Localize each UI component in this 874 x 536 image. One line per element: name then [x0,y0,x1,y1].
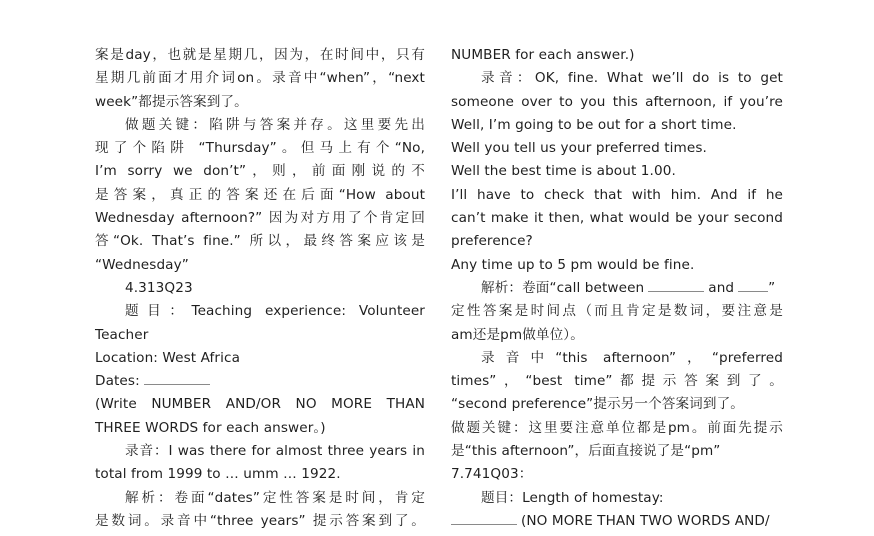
text-line: 做题关键：陷阱与答案并存。这里要先出 [125,116,425,133]
text-line: 录音：OK, fine. What we’ll do is to get [481,70,783,87]
and-word: and [708,279,735,296]
answer-blank [144,370,210,385]
text-line: 做题关键：这里要注意单位都是pm。前面先提示 [451,419,783,436]
text-line: Well the best time is about 1.00. [451,163,676,180]
instruction-text: (NO MORE THAN TWO WORDS AND/ [521,512,770,529]
text-line: 星期几前面才用介词on。录音中“when”，“next [95,70,425,87]
text-line: 录音：I was there for almost three years in [125,443,425,460]
left-column [95,44,425,533]
dates-label: Dates: [95,373,140,390]
text-line: can’t make it then, what would be your second [451,210,783,227]
analysis-prefix: 解析：卷面“call between [481,279,645,296]
text-line: (Write NUMBER AND/OR NO MORE THAN [95,396,425,413]
text-line: Well, I’m going to be out for a short time. [451,116,737,133]
text-line: 题目：Teaching experience: Volunteer [125,303,425,320]
text-line: I’m sorry we don’t”，则，前面刚说的不 [95,163,425,180]
answer-blank [648,277,704,292]
text-line: 是答案，真正的答案还在后面“How about [95,186,425,203]
text-line: “Wednesday” [95,256,189,273]
text-line: preference? [451,233,533,250]
text-line: 是数词。录音中“three years” 提示答案到了。 [95,512,425,529]
right-column [451,44,783,533]
text-line: week”都提示答案到了。 [95,93,248,110]
text-line: Well you tell us your preferred times. [451,140,707,157]
text-line: 是“this afternoon”，后面直接说了是“pm” [451,443,721,460]
text-line: 录音中“this afternoon”，“preferred [481,349,783,366]
text-line: “second preference”提示另一个答案词到了。 [451,396,744,413]
text-line: Teacher [95,326,149,343]
question-number: 7.741Q03： [451,466,533,483]
text-line: Wednesday afternoon?” 因为对方用了个肯定回 [95,210,425,227]
answer-blank [451,510,517,525]
text-line: Location: West Africa [95,349,241,366]
text-line: 题目：Length of homestay: [481,489,664,506]
text-line: THREE WORDS for each answer。) [95,419,326,436]
text-line: 答“Ok. That’s fine.” 所以，最终答案应该是 [95,233,425,250]
text-line: 现了个陷阱 “Thursday”。但马上有个“No, [95,140,425,157]
text-line: times”，“best time”都提示答案到了。 [451,373,783,390]
answer-blank [738,277,768,292]
text-line: 定性答案是时间点（而且肯定是数词，要注意是 [451,303,783,320]
text-line [95,370,425,393]
text-line: Any time up to 5 pm would be fine. [451,256,695,273]
text-line: 解析：卷面“dates”定性答案是时间，肯定 [125,489,425,506]
closing-quote: ” [768,279,776,296]
text-line: 案是day，也就是星期几，因为，在时间中，只有 [95,47,425,63]
text-line: am还是pm做单位）。 [451,326,584,343]
text-line: NUMBER for each answer.) [451,47,635,63]
text-line: I’ll have to check that with him. And if he [451,186,783,203]
text-line [451,277,783,300]
text-line [451,510,783,533]
question-number: 4.313Q23 [125,279,193,296]
text-line: someone over to you this afternoon, if you’re [451,93,783,110]
text-line: total from 1999 to … umm … 1922. [95,466,341,483]
